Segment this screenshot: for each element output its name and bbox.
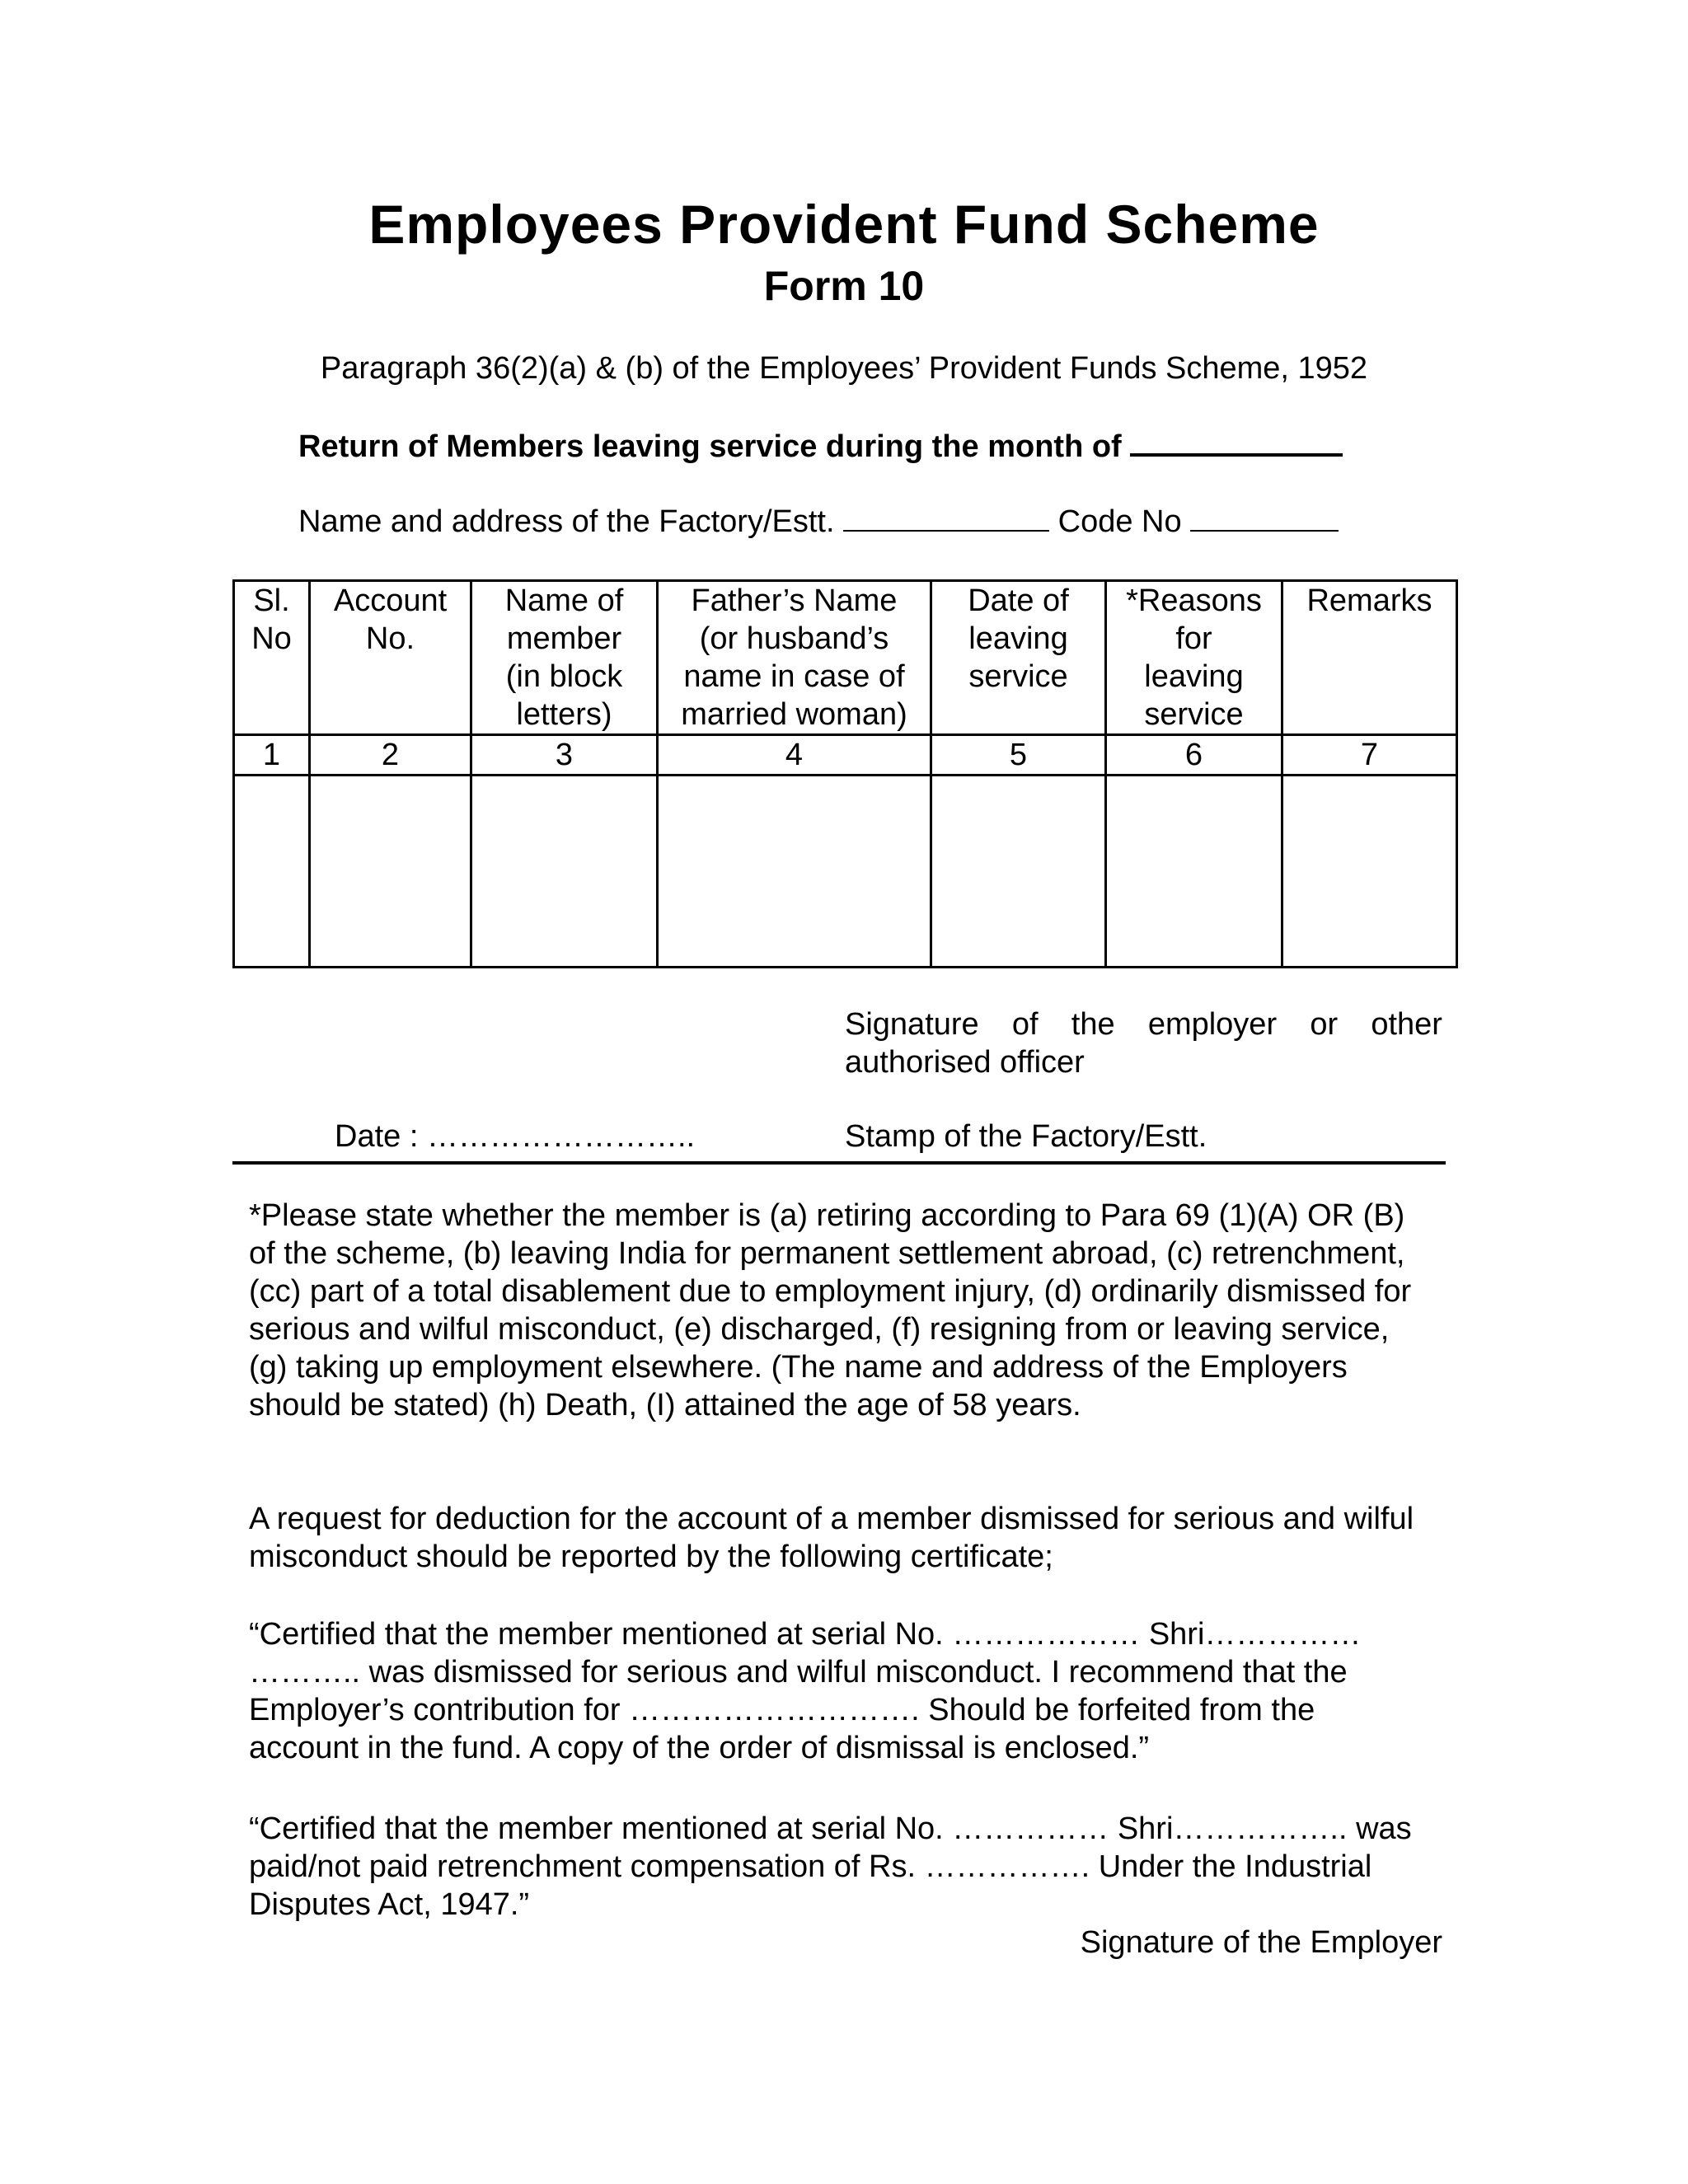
form-title: Employees Provident Fund Scheme [368, 194, 1320, 255]
reasons-note: *Please state whether the member is (a) retiring according to Para 69 (1)(A) OR (B) of the scheme, (b) leaving India for permanent settlement abroad, (c) retrenchment, (cc) part of a total disablement due to employment injury, (d) ordinarily dismissed for serious and wilful misconduct, (e) discharged, (f) resigning from or leaving service, (g) taking up employment elsewhere. (The name and address of the Employers should be stated) (h) Death, (I) attained the age of 58 years. [249, 1198, 1412, 1422]
retrenchment-certificate: “Certified that the member mentioned at serial No. …………… Shri…………….. was paid/not paid retrenchment compensation of Rs. ……………. Under the Industrial Disputes Act, 1947.” [249, 1811, 1412, 1922]
entry-cell-father-name[interactable] [658, 776, 931, 968]
section-divider [232, 1161, 1446, 1165]
deduction-note: A request for deduction for the account of a member dismissed for serious and wilful misconduct should be reported by the following certificate; [249, 1502, 1414, 1574]
code-blank[interactable] [1190, 502, 1339, 532]
members-table [232, 579, 1458, 968]
column-number: 4 [658, 735, 931, 776]
entry-cell-account-no[interactable] [310, 776, 471, 968]
column-number: 5 [931, 735, 1106, 776]
entry-cell-date-leaving[interactable] [931, 776, 1106, 968]
stamp-label: Stamp of the Factory/Estt. [845, 1119, 1207, 1154]
code-label: Code No [1057, 504, 1182, 539]
table-header-row [234, 581, 1457, 735]
column-number: 7 [1282, 735, 1457, 776]
header-reasons: *Reasons for leaving service [1106, 581, 1282, 735]
entry-cell-reasons[interactable] [1106, 776, 1282, 968]
month-blank[interactable] [1130, 424, 1343, 457]
header-sl-no: Sl. No [234, 581, 310, 735]
establishment-line [298, 502, 1339, 540]
column-number: 6 [1106, 735, 1282, 776]
entry-cell-remarks[interactable] [1282, 776, 1457, 968]
return-month-label: Return of Members leaving service during the month of [298, 429, 1122, 464]
signature-line-1: Signature of the employer or other [845, 1007, 1442, 1042]
table-entry-row [234, 776, 1457, 968]
header-father-name: Father’s Name (or husband’s name in case of married woman) [658, 581, 931, 735]
employer-signature-block [845, 1005, 1442, 1081]
employer-signature-label: Signature of the Employer [1080, 1925, 1442, 1960]
column-number: 2 [310, 735, 471, 776]
signature-line-2: authorised officer [845, 1045, 1085, 1080]
date-field[interactable]: Date : …………………….. [335, 1119, 696, 1154]
header-date-leaving: Date of leaving service [931, 581, 1106, 735]
header-remarks: Remarks [1282, 581, 1457, 735]
column-number: 3 [471, 735, 658, 776]
entry-cell-sl-no[interactable] [234, 776, 310, 968]
dismissal-certificate: “Certified that the member mentioned at serial No. ……………… Shri…………… ……….. was dismissed for serious and wilful misconduct. I recommend that the Employer’s contribution for ………………………. Should be forfeited from the account in the fund. A copy of the order of dismissal is enclosed.” [249, 1617, 1362, 1765]
header-member-name: Name of member (in block letters) [471, 581, 658, 735]
table-number-row [234, 735, 1457, 776]
header-account-no: Account No. [310, 581, 471, 735]
form-number: Form 10 [763, 263, 925, 309]
entry-cell-member-name[interactable] [471, 776, 658, 968]
return-month-line [298, 424, 1343, 465]
paragraph-reference: Paragraph 36(2)(a) & (b) of the Employees’ Provident Funds Scheme, 1952 [320, 351, 1368, 386]
establishment-label: Name and address of the Factory/Estt. [298, 504, 835, 539]
column-number: 1 [234, 735, 310, 776]
establishment-blank[interactable] [843, 502, 1049, 532]
